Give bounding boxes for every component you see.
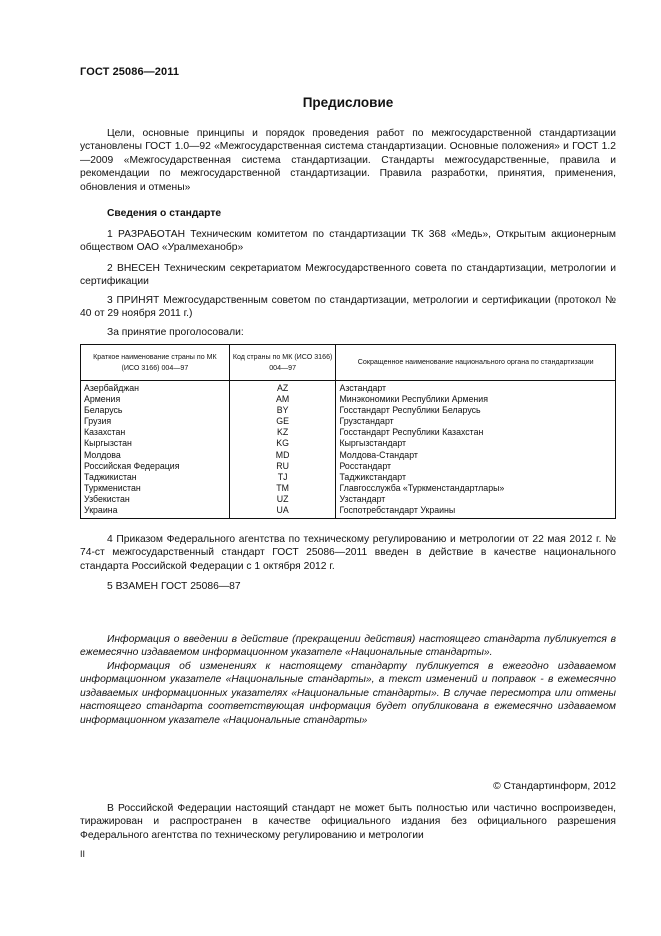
table-row [81,505,616,519]
standards-body-cell: Госстандарт Республики Беларусь [336,405,616,416]
page-number: II [80,849,86,859]
item-5: 5 ВЗАМЕН ГОСТ 25086—87 [107,581,241,592]
item-1: 1 РАЗРАБОТАН Техническим комитетом по стандартизации ТК 368 «Медь», Открытым акционерным обществом ОАО «Уралмеханобр» [80,229,616,254]
standards-body-cell: Узстандарт [336,494,616,505]
country-code-cell: KZ [229,427,336,438]
country-name-cell: Таджикистан [81,472,230,483]
country-name-cell: Кыргызстан [81,438,230,449]
header-country-code: Код страны по МК (ИСО 3166) 004—97 [229,345,336,381]
table-row [81,483,616,494]
table-row [81,461,616,472]
item-4: 4 Приказом Федерального агентства по техническому регулированию и метрологии от 22 мая 2012 г. № 74-ст межгосударственный стандарт ГОСТ 25086—2011 введен в действие в качестве национального стандарта Российской Федерации с 1 октября 2012 г. [80,534,616,572]
country-code-cell: UZ [229,494,336,505]
standard-code: ГОСТ 25086—2011 [80,66,180,78]
copyright: © Стандартинформ, 2012 [493,781,616,792]
country-name-cell: Грузия [81,416,230,427]
country-name-cell: Молдова [81,450,230,461]
table-row [81,427,616,438]
table-row [81,472,616,483]
country-name-cell: Украина [81,505,230,519]
header-standards-body: Сокращенное наименование национального органа по стандартизации [336,345,616,381]
standards-body-cell: Грузстандарт [336,416,616,427]
country-name-cell: Азербайджан [81,381,230,395]
country-code-cell: AM [229,394,336,405]
country-name-cell: Беларусь [81,405,230,416]
country-name-cell: Узбекистан [81,494,230,505]
vote-label: За принятие проголосовали: [107,327,244,338]
country-name-cell: Казахстан [81,427,230,438]
country-code-cell: TJ [229,472,336,483]
country-name-cell: Армения [81,394,230,405]
standards-body-cell: Минэкономики Республики Армения [336,394,616,405]
country-code-cell: AZ [229,381,336,395]
table-row [81,394,616,405]
country-code-cell: MD [229,450,336,461]
header-country-name: Краткое наименование страны по МК (ИСО 3166) 004—97 [81,345,230,381]
standards-body-cell: Таджикстандарт [336,472,616,483]
country-code-cell: RU [229,461,336,472]
country-code-cell: TM [229,483,336,494]
standards-body-cell: Росстандарт [336,461,616,472]
rights-notice: В Российской Федерации настоящий стандарт не может быть полностью или частично воспроизведен, тиражирован и распространен в качестве официального издания без официального разрешения Федерального агентства по техническому регулированию и метрологии [80,803,616,841]
table-row [81,438,616,449]
voting-table [80,344,616,519]
standards-body-cell: Молдова-Стандарт [336,450,616,461]
standards-body-cell: Кыргызстандарт [336,438,616,449]
notice-introduction: Информация о введении в действие (прекращении действия) настоящего стандарта публикуется в ежемесячно издаваемом информационном указателе «Национальные стандарты». [80,634,616,659]
country-code-cell: UA [229,505,336,519]
table-row [81,381,616,395]
country-name-cell: Российская Федерация [81,461,230,472]
table-row [81,450,616,461]
standards-body-cell: Азстандарт [336,381,616,395]
standards-body-cell: Госпотребстандарт Украины [336,505,616,519]
country-code-cell: BY [229,405,336,416]
intro-paragraph: Цели, основные принципы и порядок проведения работ по межгосударственной стандартизации установлены ГОСТ 1.0—92 «Межгосударственная система стандартизации. Основные положения» и ГОСТ 1.2—2009 «Межгосударственная система стандартизации. Стандарты межгосударственные, правила и рекомендации по межгосударственной стандартизации. Правила разработки, принятия, применения, обновления и отмены» [80,128,616,193]
table-row [81,494,616,505]
table-row [81,416,616,427]
page-title: Предисловие [302,95,394,110]
standards-body-cell: Главгосслужба «Туркменстандартлары» [336,483,616,494]
table-row [81,405,616,416]
item-2: 2 ВНЕСЕН Техническим секретариатом Межгосударственного совета по стандартизации, метрологии и сертификации [80,263,616,288]
country-code-cell: KG [229,438,336,449]
standards-body-cell: Госстандарт Республики Казахстан [336,427,616,438]
country-name-cell: Туркменистан [81,483,230,494]
table-header-row [81,345,616,381]
item-3: 3 ПРИНЯТ Межгосударственным советом по стандартизации, метрологии и сертификации (протокол № 40 от 29 ноября 2011 г.) [80,295,616,320]
notice-changes: Информация об изменениях к настоящему стандарту публикуется в ежегодно издаваемом информационном указателе «Национальные стандарты», а текст изменений и поправок - в ежемесячно издаваемых информационных указателях «Национальные стандарты». В случае пересмотра или отмены настоящего стандарта соответствующая информация будет опубликована в ежемесячно издаваемом информационном указателе «Национальные стандарты» [80,661,616,726]
country-code-cell: GE [229,416,336,427]
info-heading: Сведения о стандарте [107,208,222,219]
